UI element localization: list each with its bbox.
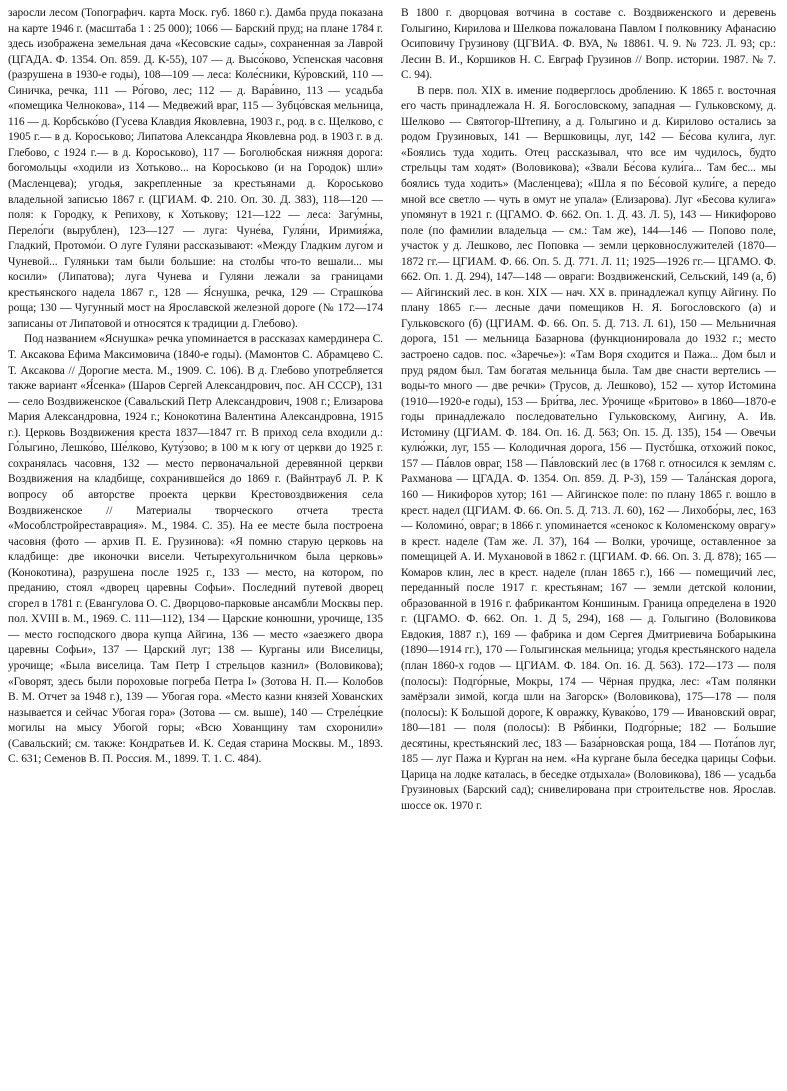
paragraph: В перв. пол. XIX в. имение подверглось дроблению. К 1865 г. восточная его часть принадлежала Н. Я. Богословскому, западная — Гульковскому, д. Шелково — Святогор-Штепину, а д. Голыгино и д. Кирилово остались за родом Грузиновых, 141 — Вершковицы, луг, 142 — Бе́сова кулига, луг. «Боялись туда ходить. Отец рассказывал, что все им чудилось, будто стрельцы там ходят» (Воловикова); «Звали Бе́сова кули́га... Там бес... мы боялись туда ходить» (Масленцева); «Шла я по Бе́совой кули́ге, а передо мной все светло — чуть в омут не упала» (Елизарова). Луг «Бесова кулига» упомянут в 1921 г. (ЦГАМО. Ф. 662. Оп. 1. Д. 43. Л. 5), 143 — Никифорово поле (по фамилии владельца — см.: Там же), 144—146 — Попово поле, участок у д. Лешково, лес Поповка — земли церковнослужителей (1870—1872 гг.— ЦГИАМ. Ф. 66. Оп. 5. Д. 771. Л. 11; 1925—1926 гг.— ЦГАМО. Ф. 662. Оп. 1. Д. 294), 147—148 — овраги: Воздвиженский, Сельский, 149 (а, б) — Айгинский лес. в кон. XIX — нач. XX в. принадлежал купцу Айгину. По плану 1865 г.— лесные дачи помещиков Н. Я. Богословского (а) и Гульковского (б) (ЦГИАМ. Ф. 66. Оп. 5. Д. 713. Л. 61), 150 — Мельничная дорога, 151 — мельница Базарнова (функционировала до 1932 г.; место застроено садов. пос. «Заречье»): «Там Воря сходится и Пажа... Дом был и пруд рядом был. Там богатая мельница была. Там две снасти вертелись — воды-то много — две речки» (Трусов, д. Лешково), 152 — хутор Истомина (1910—1920-е годы), 153 — Бри́тва, лес. Урочище «Бритово» в 1860—1870-е годы принадлежало последовательно Гульковскому, Аигину, А. Ив. Истомину (ЦГИАМ. Ф. 184. Оп. 16. Д. 563; Оп. 15. Д. 135), 154 — Овечьи кулю́жки, луг, 155 — Колодичная дорога, 156 — Пустö́шка, отхожий покос, 157 — Па́влов овраг, 158 — Па́вловский лес (в 1768 г. относился к землям с. Рахманова — ЦГАДА. Ф. 1354. Оп. 859. Д. Р-3), 159 — Тала́нская дорога, 160 — Никифоров хутор; 161 — Айгинское поле: по плану 1865 г. вошло в крест. надел (ЦГИАМ. Ф. 66. Оп. 5. Д. 713. Л. 60), 162 — Лихобо́ры, лес, 163 — Коломино́, овраг; в 1866 г. упоминается «сенокос к Коломенскому оврагу» в крест. наделе (Там же. Л. 37), 164 — Волки, урочище, оставленное за помещицей А. И. Мухановой в 1862 г. (ЦГИАМ. Ф. 66. Оп. 3. Д. 878); 165 — Комаров клин, лес в крест. наделе (план 1865 г.), 166 — помещичий лес, переданный после 1917 г. крестьянам; 167 — земли детской колонии, образованной в 1916 г. фабрикантом Коншиным. Граница определена в 1920 г. (ЦГАМО. Ф. 662. Оп. 1. Д 5, 294), 168 — д. Голыгино (Воловикова Евдокия, 1887 г.), 169 — фабрика и дом Сергея Дмитриевича Бобарыкина (1890—1914 гг.), 170 — Голыгинская мельница; угодья крестьянского надела (план 1860-х годов — ЦГИАМ. Ф. 184. Оп. 16. Д. 563). 172—173 — поля (полосы): Подго́рные, Мокры, 174 — Чёрная прудка, лес: «Там полянки замёрзали зимой, когда шли на Загорск» (Воловикова), 175—178 — поля (полосы): К Большой дороге, К овражку, Кувако́во, 179 — Ивановский овраг, 180—181 — поля (полосы): В Ря́бинки, Подго́рные; 182 — Большие десятины, крестьянский лес, 183 — База́рновская роща, 184 — Пота́пов луг, 185 — луг Пажа и Курган на нем. «На кургане была беседка царицы Софьи. Царица на лодке каталась, в беседке отдыхала» (Воловикова), 186 — усадьба Грузиновых (Барский сад); снивелирована при строительстве нов. Ярослав. шоссе ок. 1970 г. — [401, 84, 776, 812]
left-text-column — [8, 6, 383, 1091]
paragraph: В 1800 г. дворцовая вотчина в составе с. Воздвиженского и деревень Голыгино, Кирилова и Шелкова пожалована Павлом I полковнику Афанасию Осиповичу Грузинову (ЦГВИА. Ф. ВУА, № 18861. Ч. 9. № 723. Л. 93; ср.: Лесин В. И., Коршиков Н. С. Евграф Грузинов // Вопр. истории. 1987. № 7. С. 94). — [401, 7, 776, 82]
paragraph: Под названием «Яснушка» речка упоминается в рассказах камердинера С. Т. Аксакова Ефима Максимовича (1840-е годы). (Мамонтов С. Абрамцево С. Т. Аксакова // Дорогие места. М., 1909. С. 106). В д. Глебово употребляется также вариант «Я́сенка» (Шаров Сергей Александрович, пос. АН СССР), 131 — село Воздвиженское (Савальский Петр Александрович, 1908 г.; Елизарова Мария Александровна, 1924 г.; Конокотина Валентина Александровна, 1915 г.). Церковь Воздвижения креста 1837—1847 гг. В приход села входили д.: Го́лыгино, Лешко́во, Ше́лково, Куту́зово; в 100 м к югу от церкви до 1925 г. сохранялась часовня, 132 — место первоначальной деревянной церкви Воздвижения на кладбище, сохранившейся до 1869 г. (Вайнтрауб Л. Р. К вопросу об авторстве проекта церкви Крестовоздвижения села Воздвиженское // Материалы творческого отчета треста «Мособлстройреставрация». М., 1984. С. 35). На ее месте была построена часовня (фото — архив П. Е. Грузинова): «Я помню старую церковь на кладбище: две иконочки висели. Четырехугольничком была церковь» (Конокотина), разрушена после 1925 г., 133 — место, на котором, по преданию, стоял «дворец царевны Софьи». Последний путевой дворец сгорел в 1781 г. (Евангулова О. С. Дворцово-парковые ансамбли Москвы пер. пол. XVIII в. М., 1969. С. 111—112), 134 — Царские конюшни, урочище, 135 — место господского двора купца Айгина, 136 — место «заезжего двора царевны Софьи», 137 — Царский луг; 138 — Курганы или Виселицы, урочище; «Была виселица. Там Петр I стрельцов казнил» (Воловикова); «Говорят, здесь были пороховые погреба Петра I» (Зотова Н. П.— Колобов В. М. Отчет за 1948 г.), 139 — Убогая гора. «Место казни князей Хованских называется и сейчас Убогая гора» (Зотова — см. выше), 140 — Стреле́цкие могилы на мысу Убогой горы; «Всю Хованщину там схоронили» (Савальский; см. также: Кондратьев И. К. Седая старина Москвы. М., 1893. С. 631; Семенов В. П. Россия. М., 1899. Т. 1. С. 484). — [8, 333, 383, 766]
right-text-column — [401, 6, 776, 1091]
paragraph: заросли лесом (Топографич. карта Моск. губ. 1860 г.). Дамба пруда показана на карте 1946 г. (масштаба 1 : 25 000); 1066 — Барский пруд; на плане 1784 г. здесь изображена земельная дача «Кесовские сады», сохраненная за Лаврой (ЦГАДА. Ф. 1354. Оп. 859. Д. К-55), 107 — д. Высо́ково, Успенская часовня (разрушена в 1930-е годы), 108—109 — леса: Коле́сники, Ку́ровский, 110 — Синичка, речка, 111 — Ро́гово, лес; 112 — д. Вара́вино, 113 — усадьба «помещика Челнокова», 114 — Медвежий враг, 115 — Зубцо́вская мельница, 116 — д. Корбсько́во (Гусева Клавдия Яковлевна, 1903 г., род. в с. Щелково, с 1905 г.— в д. Короськово; Липатова Александра Яковлевна род. в 1903 г. в д. Глебово, с 1924 г.— в д. Короськово), 117 — Боголюбская нижняя дорога: богомольцы «ходили из Хотьково... на Короськово (и на Городок) шли» (Масленцева); угодья, закрепленные за крестьянами д. Короськово владельной записью 1867 г. (ЦГИАМ. Ф. 210. Оп. 30. Д. 383), 118—120 — поля: к Городку, к Репихову, к Хотькову; 121—122 — леса: Загу́мны, Перело́ги (вырублен), 123—127 — луга: Чуне́ва, Гуля́ни, Иримия́жа, Гладкий, Протомо́и. О луге Гуляни рассказывают: «Между Гладким лугом и Чуневой... Гуляньки там были большие: на столбы что-то вешали... мы косили» (Липатова); луга Чунева и Гуляни лежали за границами крестьянского надела 1867 г., 128 — Я́снушка, речка, 129 — Страшко́ва роща; 130 — Чугунный мост на Ярославской железной дороге (№ 172—174 записаны от Липатовой и относятся к традиции д. Глебово). — [8, 7, 383, 330]
